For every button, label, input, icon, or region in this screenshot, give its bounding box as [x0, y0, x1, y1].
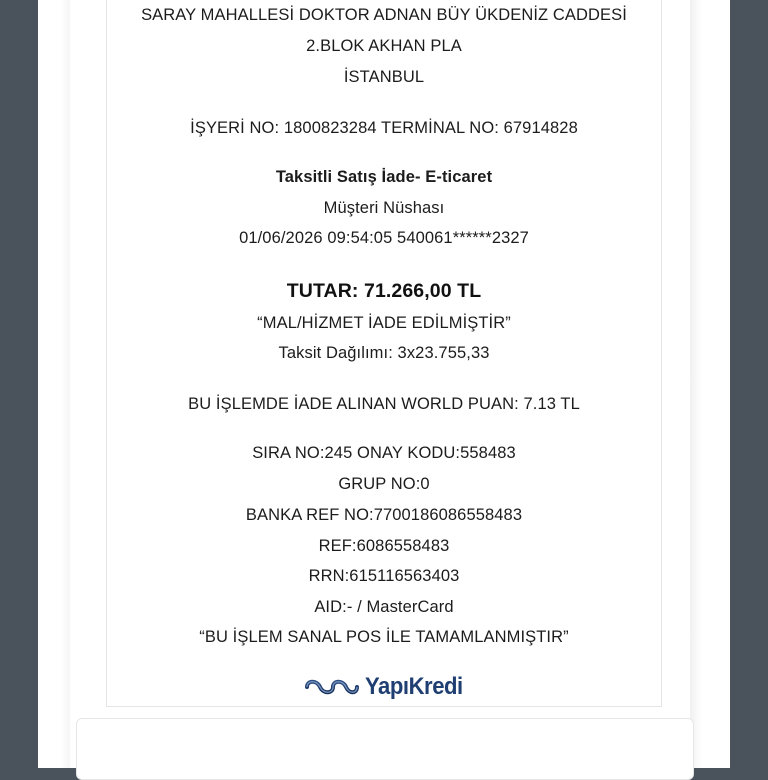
receipt: [106, 0, 662, 707]
address-line-1: SARAY MAHALLESİ DOKTOR ADNAN BÜY ÜKDENİZ CADDESİ: [141, 6, 627, 24]
sequence-approval-code: SIRA NO:245 ONAY KODU:558483: [252, 444, 516, 462]
yapikredi-logo-icon: [303, 674, 361, 700]
world-points: BU İŞLEMDE İADE ALINAN WORLD PUAN: 7.13 TL: [188, 395, 580, 413]
bank-name: YapıKredi: [365, 673, 463, 700]
copy-type: Müşteri Nüshası: [323, 199, 445, 217]
city: İSTANBUL: [343, 68, 425, 86]
refund-note: “MAL/HİZMET İADE EDİLMİŞTİR”: [257, 314, 511, 332]
bank-reference-number: BANKA REF NO:7700186086558483: [245, 506, 523, 524]
reference-number: REF:6086558483: [318, 537, 450, 555]
yapikredi-logo: [303, 672, 471, 702]
merchant-terminal-ids: İŞYERİ NO: 1800823284 TERMİNAL NO: 67914828: [190, 119, 578, 137]
address-line-2: 2.BLOK AKHAN PLA: [306, 37, 462, 55]
amount: TUTAR: 71.266,00 TL: [286, 280, 482, 302]
aid-card-brand: AID:- / MasterCard: [314, 598, 454, 616]
rrn-number: RRN:615116563403: [308, 567, 460, 585]
installment-breakdown: Taksit Dağılımı: 3x23.755,33: [278, 344, 490, 362]
virtual-pos-note: “BU İŞLEM SANAL POS İLE TAMAMLANMIŞTIR”: [199, 628, 569, 646]
group-number: GRUP NO:0: [338, 475, 430, 493]
page-shadow-left: [60, 0, 70, 768]
page-shadow-right: [690, 0, 702, 768]
transaction-type: Taksitli Satış İade- E-ticaret: [275, 168, 493, 186]
datetime-card-number: 01/06/2026 09:54:05 540061******2327: [239, 229, 529, 247]
next-page-card: [76, 718, 694, 780]
